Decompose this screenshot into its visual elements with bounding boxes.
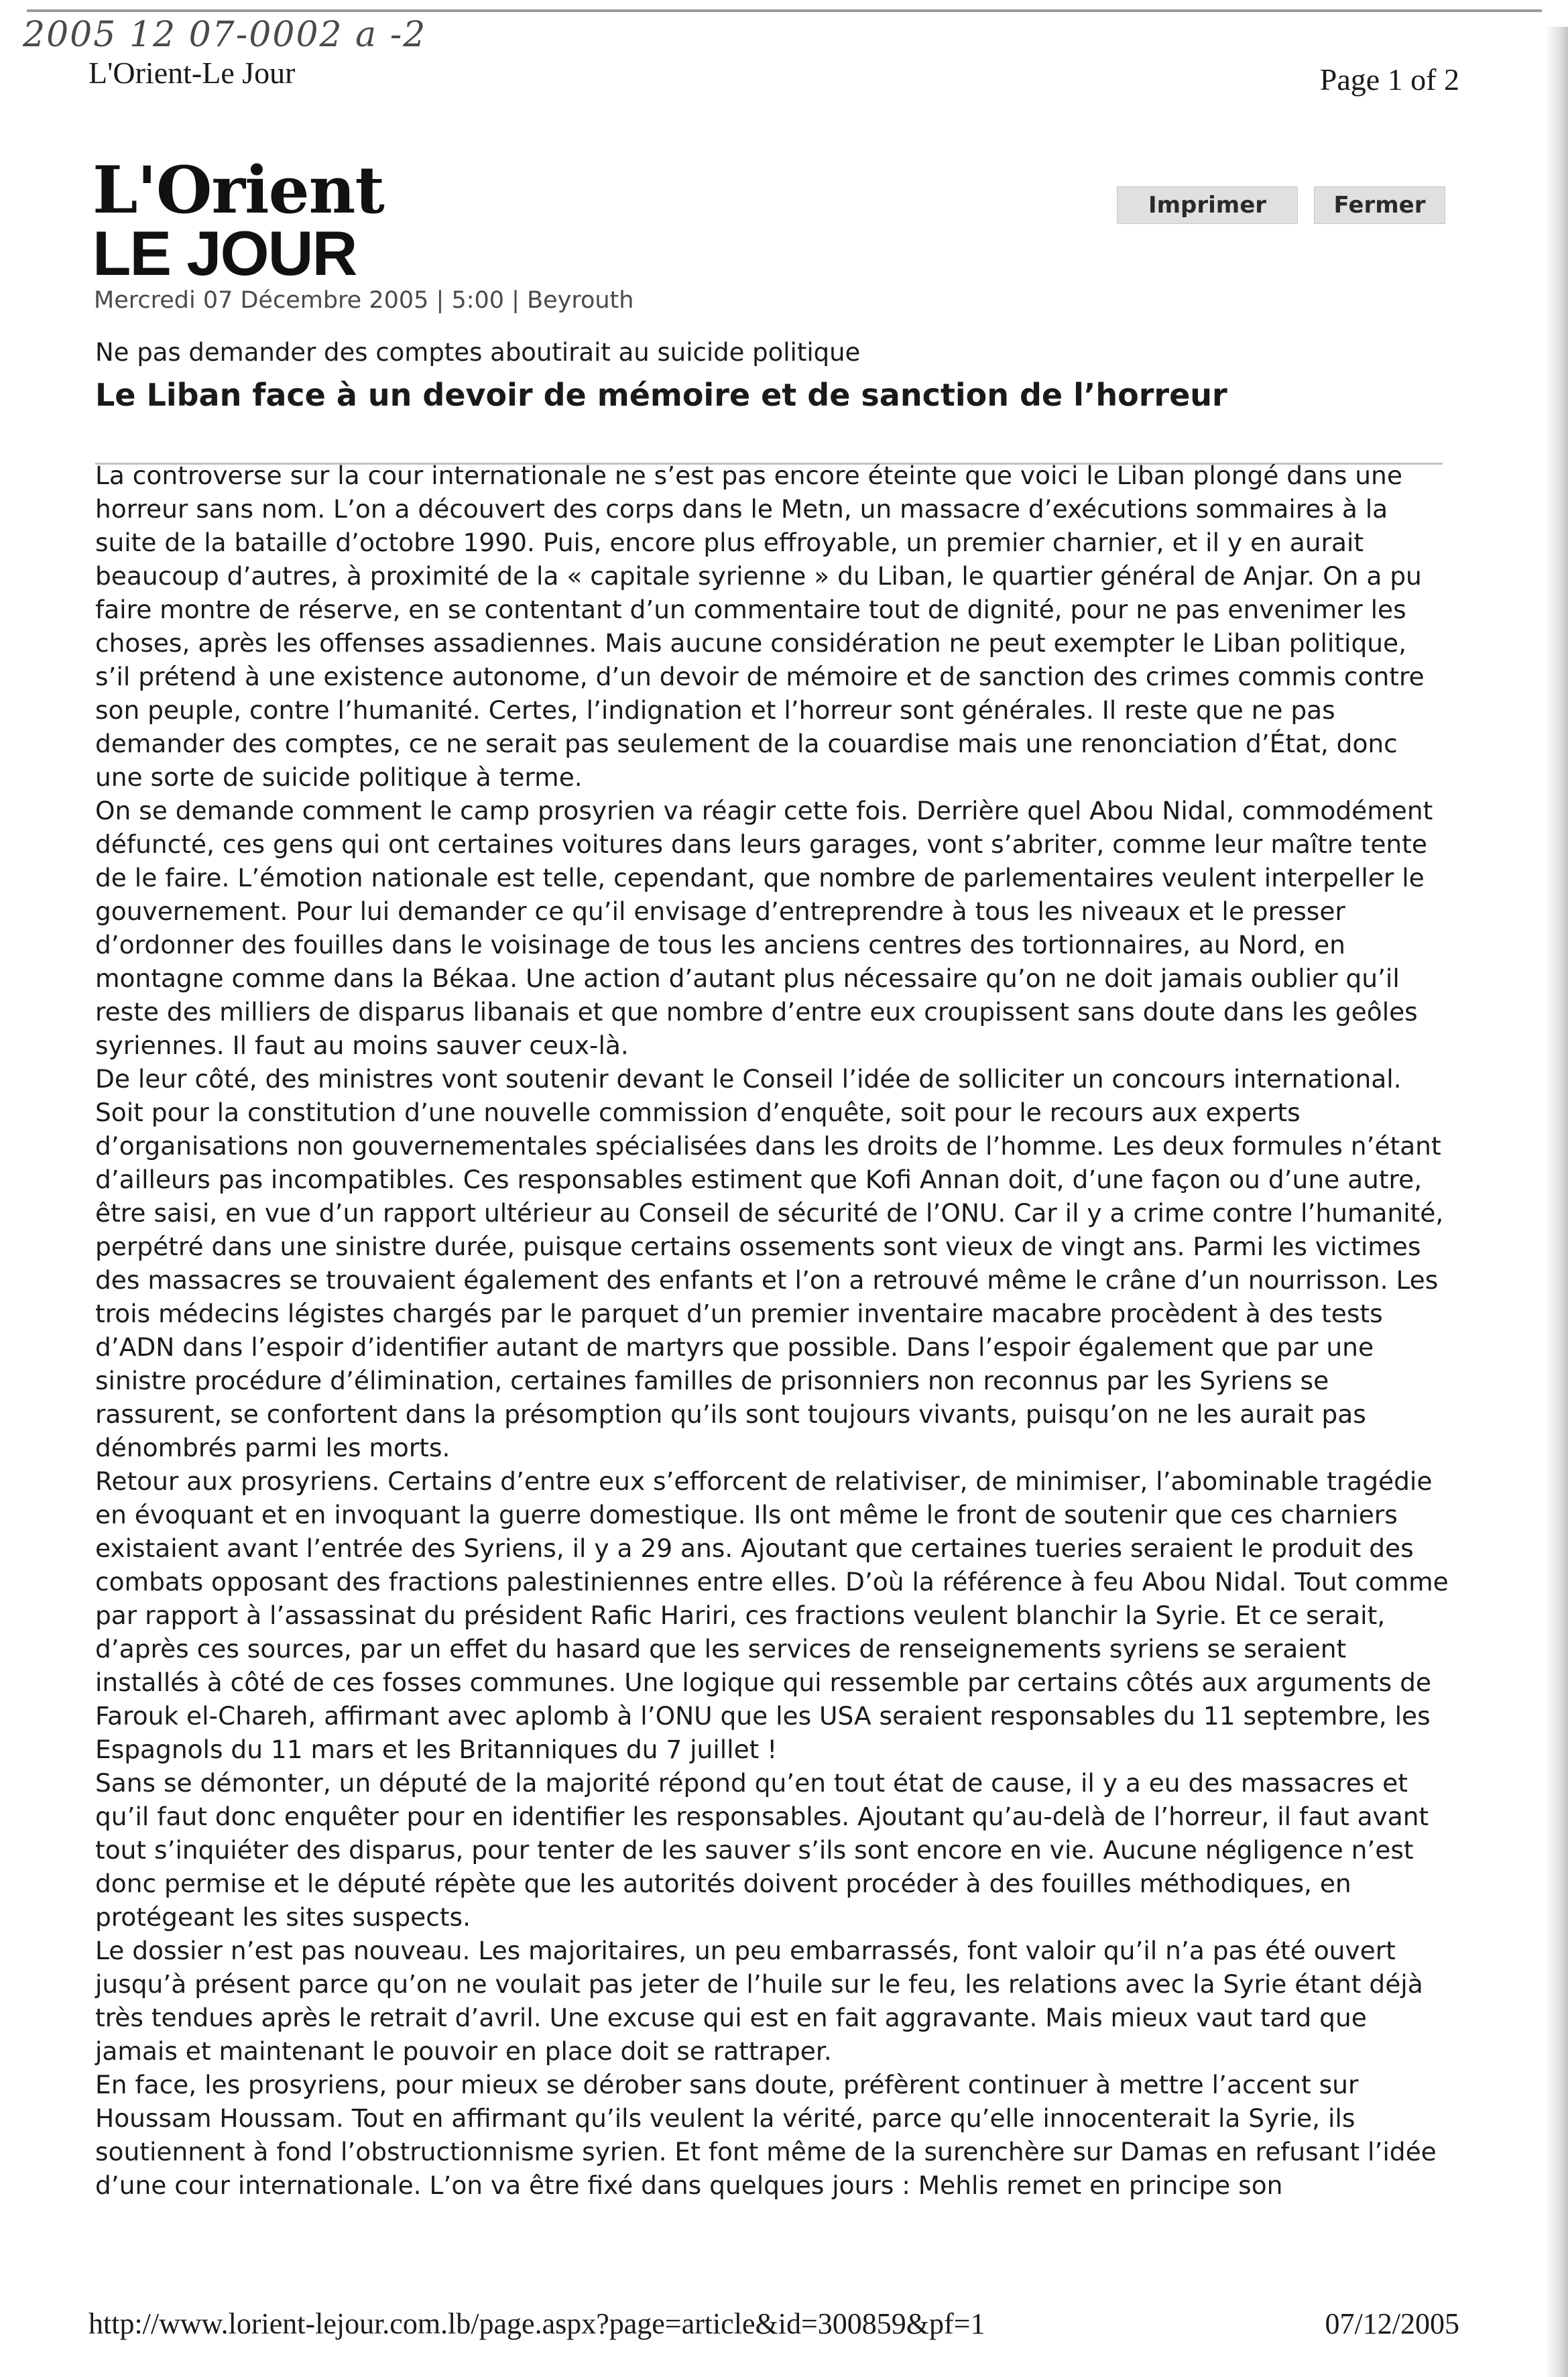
- print-header-page-number: Page 1 of 2: [1319, 62, 1459, 97]
- article-body: [95, 459, 1449, 2202]
- article-kicker: Ne pas demander des comptes aboutirait au suicide politique: [95, 338, 861, 367]
- print-footer-url: http://www.lorient-lejour.com.lb/page.aspx?page=article&id=300859&pf=1: [88, 2307, 985, 2340]
- scan-edge-shadow: [1545, 27, 1568, 2377]
- site-logo[interactable]: [93, 152, 384, 288]
- logo-top-text: L'Orient: [93, 152, 384, 228]
- scan-edge-line: [27, 9, 1542, 12]
- article-dateline: Mercredi 07 Décembre 2005 | 5:00 | Beyrouth: [94, 287, 634, 314]
- logo-bottom-text: LE JOUR: [93, 218, 357, 288]
- article-paragraph: Le dossier n’est pas nouveau. Les majoritaires, un peu embarrassés, font valoir qu’il n’a pas été ouvert jusqu’à présent parce qu’on ne voulait pas jeter de l’huile sur le feu, les relations avec la Syrie étant déjà très tendues après le retrait d’avril. Une excuse qui est en fait aggravante. Mais mieux vaut tard que jamais et maintenant le pouvoir en place doit se rattraper.: [95, 1936, 1423, 2066]
- print-button[interactable]: Imprimer: [1117, 186, 1298, 224]
- print-header-site: L'Orient-Le Jour: [88, 56, 296, 90]
- close-button[interactable]: Fermer: [1314, 186, 1445, 224]
- article-paragraph: En face, les prosyriens, pour mieux se dérober sans doute, préfèrent continuer à mettre l’accent sur Houssam Houssam. Tout en affirmant qu’ils veulent la vérité, parce qu’elle innocenterait la Syrie, ils soutiennent à fond l’obstructionnisme syrien. Et font même de la surenchère sur Damas en refusant l’idée d’une cour internationale. L’on va être fixé dans quelques jours : Mehlis remet en principe son: [95, 2070, 1437, 2200]
- print-footer-date: 07/12/2005: [1325, 2307, 1459, 2340]
- handwritten-note: 2005 12 07-0002 a -2: [23, 15, 427, 55]
- article-paragraph: Retour aux prosyriens. Certains d’entre eux s’efforcent de relativiser, de minimiser, l’abominable tragédie en évoquant et en invoquant la guerre domestique. Ils ont même le front de soutenir que ces charniers existaient avant l’entrée des Syriens, il y a 29 ans. Ajoutant que certaines tueries seraient le produit des combats opposant des fractions palestiniennes entre elles. D’où la référence à feu Abou Nidal. Tout comme par rapport à l’assassinat du président Rafic Hariri, ces fractions veulent blanchir la Syrie. Et ce serait, d’après ces sources, par un effet du hasard que les services de renseignements syriens se seraient installés à côté de ces fosses communes. Une logique qui ressemble par certains côtés aux arguments de Farouk el-Chareh, affirmant avec aplomb à l’ONU que les USA seraient responsables du 11 septembre, les Espagnols du 11 mars et les Britanniques du 7 juillet !: [95, 1466, 1449, 1764]
- article-paragraph: De leur côté, des ministres vont soutenir devant le Conseil l’idée de solliciter un concours international. Soit pour la constitution d’une nouvelle commission d’enquête, soit pour le recours aux experts d’organisations non gouvernementales spécialisées dans les droits de l’homme. Les deux formules n’étant d’ailleurs pas incompatibles. Ces responsables estiment que Kofi Annan doit, d’une façon ou d’une autre, être saisi, en vue d’un rapport ultérieur au Conseil de sécurité de l’ONU. Car il y a crime contre l’humanité, perpétré dans une sinistre durée, puisque certains ossements sont vieux de vingt ans. Parmi les victimes des massacres se trouvaient également des enfants et l’on a retrouvé même le crâne d’un nourrisson. Les trois médecins légistes chargés par le parquet d’un premier inventaire macabre procèdent à des tests d’ADN dans l’espoir d’identifier autant de martyrs que possible. Dans l’espoir également que par une sinistre procédure d’élimination, certaines familles de prisonniers non reconnus par les Syriens se rassurent, se confortent dans la présomption qu’ils sont toujours vivants, puisqu’on ne les aurait pas dénombrés parmi les morts.: [95, 1064, 1444, 1462]
- article-paragraph: La controverse sur la cour internationale ne s’est pas encore éteinte que voici le Liban plongé dans une horreur sans nom. L’on a découvert des corps dans le Metn, un massacre d’exécutions sommaires à la suite de la bataille d’octobre 1990. Puis, encore plus effroyable, un premier charnier, et il y en aurait beaucoup d’autres, à proximité de la « capitale syrienne » du Liban, le quartier général de Anjar. On a pu faire montre de réserve, en se contentant d’un commentaire tout de dignité, pour ne pas envenimer les choses, après les offenses assadiennes. Mais aucune considération ne peut exempter le Liban politique, s’il prétend à une existence autonome, d’un devoir de mémoire et de sanction des crimes commis contre son peuple, contre l’humanité. Certes, l’indignation et l’horreur sont générales. Il reste que ne pas demander des comptes, ce ne serait pas seulement de la couardise mais une renonciation d’État, donc une sorte de suicide politique à terme.: [95, 461, 1425, 792]
- article-paragraph: Sans se démonter, un député de la majorité répond qu’en tout état de cause, il y a eu des massacres et qu’il faut donc enquêter pour en identifier les responsables. Ajoutant qu’au-delà de l’horreur, il faut avant tout s’inquiéter des disparus, pour tenter de les sauver s’ils sont encore en vie. Aucune négligence n’est donc permise et le député répète que les autorités doivent procéder à des fouilles méthodiques, en protégeant les sites suspects.: [95, 1768, 1429, 1932]
- article-title: Le Liban face à un devoir de mémoire et de sanction de l’horreur: [95, 377, 1227, 413]
- article-paragraph: On se demande comment le camp prosyrien va réagir cette fois. Derrière quel Abou Nidal, commodément défuncté, ces gens qui ont certaines voitures dans leurs garages, vont s’abriter, comme leur maître tente de le faire. L’émotion nationale est telle, cependant, que nombre de parlementaires veulent interpeller le gouvernement. Pour lui demander ce qu’il envisage d’entreprendre à tous les niveaux et le presser d’ordonner des fouilles dans le voisinage de tous les anciens centres des tortionnaires, au Nord, en montagne comme dans la Békaa. Une action d’autant plus nécessaire qu’on ne doit jamais oublier qu’il reste des milliers de disparus libanais et que nombre d’entre eux croupissent sans doute dans les geôles syriennes. Il faut au moins sauver ceux-là.: [95, 796, 1433, 1060]
